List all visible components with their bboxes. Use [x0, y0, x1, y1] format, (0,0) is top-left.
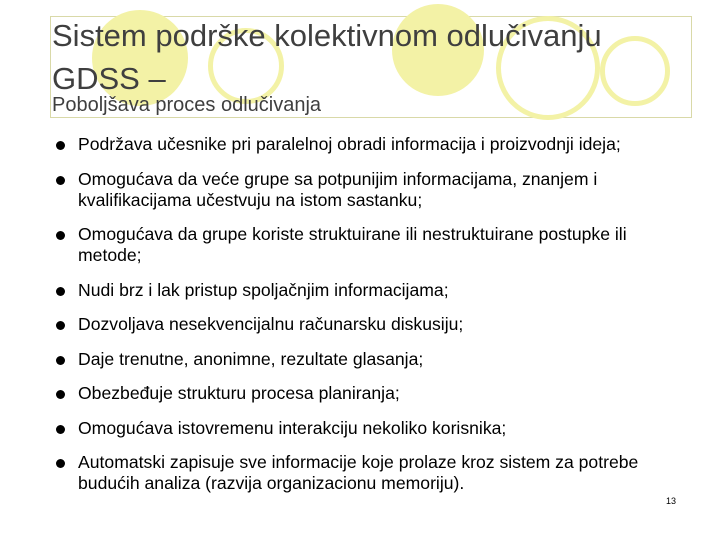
bullet-icon [56, 390, 65, 399]
list-item [52, 383, 682, 404]
bullet-icon [56, 141, 65, 150]
bullet-icon [56, 176, 65, 185]
list-item [52, 452, 682, 494]
page-number: 13 [665, 496, 676, 506]
list-item [52, 280, 682, 301]
list-item [52, 349, 682, 370]
bullet-icon [56, 459, 65, 468]
list-item-text: Omogućava da veće grupe sa potpunijim informacijama, znanjem i kvalifikacijama učestvuju na istom sastanku; [78, 168, 598, 210]
list-item-text: Obezbeđuje strukturu procesa planiranja; [78, 383, 400, 403]
bullet-icon [56, 356, 65, 365]
bullet-icon [56, 321, 65, 330]
list-item-text: Nudi brz i lak pristup spoljačnjim informacijama; [78, 279, 449, 300]
slide-title: Sistem podrške kolektivnom odlučivanju GDSS – [52, 18, 602, 96]
bullet-icon [56, 425, 65, 434]
list-item-text: Dozvoljava nesekvencijalnu računarsku diskusiju; [78, 314, 464, 334]
bullet-list [52, 134, 682, 508]
list-item-text: Podržava učesnike pri paralelnoj obradi informacija i proizvodnji ideja; [78, 134, 621, 154]
list-item [52, 169, 682, 211]
list-item [52, 224, 682, 266]
list-item [52, 134, 682, 155]
list-item-text: Daje trenutne, anonimne, rezultate glasanja; [78, 348, 424, 369]
list-item [52, 314, 682, 335]
slide-subtitle: Poboljšava proces odlučivanja [52, 94, 322, 116]
list-item-text: Automatski zapisuje sve informacije koje prolaze kroz sistem za potrebe budućih analiza (razvija organizacionu memoriju). [78, 452, 639, 493]
list-item-text: Omogućava da grupe koriste struktuirane ili nestruktuirane postupke ili metode; [78, 224, 627, 265]
list-item [52, 418, 682, 439]
bullet-icon [56, 231, 65, 240]
bullet-icon [56, 287, 65, 296]
list-item-text: Omogućava istovremenu interakciju nekoliko korisnika; [78, 417, 507, 438]
